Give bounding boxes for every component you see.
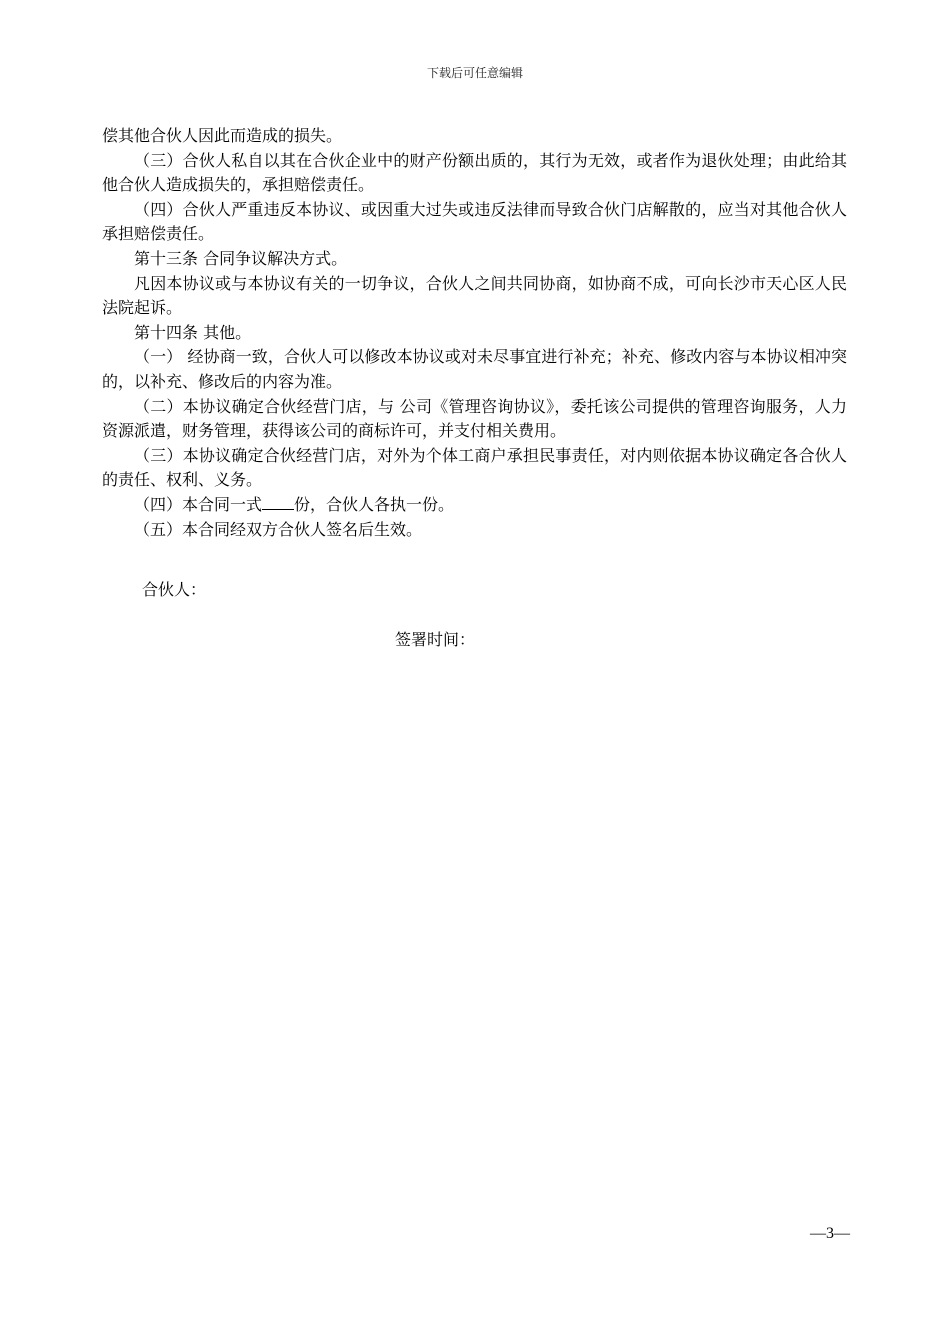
article-13-heading: 第十三条 合同争议解决方式。	[134, 248, 348, 268]
copies-text-before: （四）本合同一式	[134, 494, 263, 514]
copies-blank-line	[262, 493, 294, 510]
paragraph-other-1: （一） 经协商一致，合伙人可以修改本协议或对未尽事宜进行补充；补充、修改内容与本协议相冲突的，以补充、修改后的内容为准。	[102, 347, 847, 391]
page-number: —3—	[810, 1225, 850, 1242]
paragraph-clause-4: （四）合伙人严重违反本协议、或因重大过失或违反法律而导致合伙门店解散的，应当对其他合伙人承担赔偿责任。	[102, 199, 847, 244]
paragraph-other-3: （三）本协议确定合伙经营门店，对外为个体工商户承担民事责任，对内则依据本协议确定各合伙人的责任、权利、义务。	[102, 445, 847, 490]
page-header: 下载后可任意编辑	[426, 66, 523, 80]
paragraph-continued: 偿其他合伙人因此而造成的损失。	[102, 126, 343, 145]
partner-signature-label: 合伙人：	[142, 580, 207, 599]
article-14-heading: 第十四条 其他。	[134, 322, 252, 342]
copies-text-after: 份，合伙人各执一份。	[294, 494, 455, 514]
paragraph-other-4	[102, 493, 847, 518]
paragraph-dispute-resolution: 凡因本协议或与本协议有关的一切争议，合伙人之间共同协商，如协商不成，可向长沙市天心区人民法院起诉。	[102, 273, 847, 318]
paragraph-clause-3: （三）合伙人私自以其在合伙企业中的财产份额出质的，其行为无效，或者作为退伙处理；由此给其他合伙人造成损失的，承担赔偿责任。	[102, 150, 847, 195]
paragraph-other-5: （五）本合同经双方合伙人签名后生效。	[134, 519, 423, 539]
paragraph-other-2: （二）本协议确定合伙经营门店，与 公司《管理咨询协议》，委托该公司提供的管理咨询服务，人力资源派遣，财务管理，获得该公司的商标许可，并支付相关费用。	[102, 396, 847, 441]
document-body	[102, 124, 847, 542]
signing-date-label: 签署时间：	[395, 630, 476, 649]
